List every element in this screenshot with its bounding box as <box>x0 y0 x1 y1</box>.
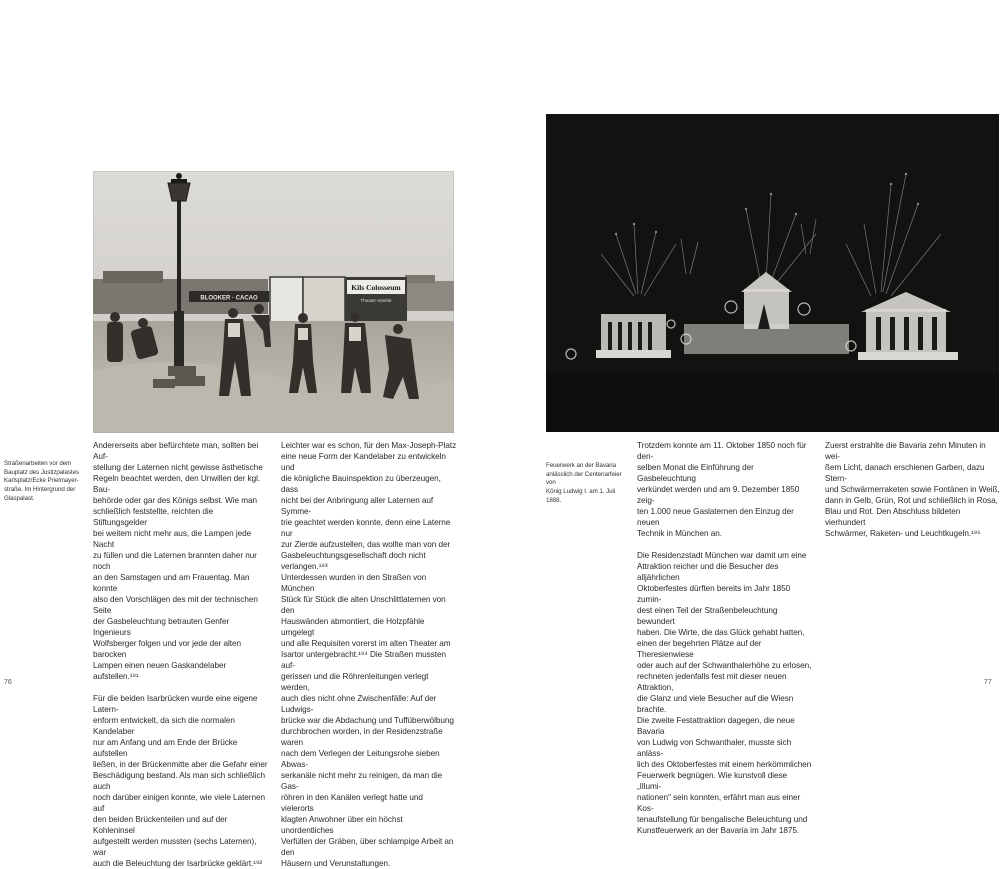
right-photo-caption: Feuerwerk an der Bavaria anlässlich der Centenarfeier von König Ludwig I. am 1. Juli 1888. <box>546 462 622 504</box>
right-column-1 <box>637 440 813 836</box>
fireworks-photo <box>546 114 999 432</box>
page-number-right: 77 <box>984 679 992 686</box>
paragraph: Trotzdem konnte am 11. Oktober 1850 noch für den- selben Monat die Einführung der Gasbeleuchtung verkündet werden und am 9. Dezember 1850 zeig- ten 1.000 neue Gaslaternen den Einzug der neuen Technik in München an. <box>637 441 807 538</box>
street-works-photo <box>93 171 454 433</box>
paragraph: Leichter war es schon, für den Max-Joseph-Platz eine neue Form der Kandelaber zu entwickeln und die königliche Bauinspektion zu überzeugen, dass nicht bei der Anbringung aller Laternen auf Symme- trie geachtet werden konnte, denn eine Laterne nur zur Zierde aufzustellen, das wollte man von der Gasbeleuchtungsgesellschaft doch nicht verlangen.¹⁹³ Unterdessen wurden in den Straßen von München Stück für Stück die alten Unschlittlaternen von den Hauswänden abmontiert, die Holzpfähle umgelegt und alle Requisiten vorerst im alten Theater am Isartor untergebracht.¹⁹⁴ Die Straßen mussten auf- gerissen und die Röhrenleitungen verlegt werden, auch dies nicht ohne Zwischenfälle: Auf der Ludwigs- brücke war die Abdachung und Tuffüberwölbung durchbrochen worden, in der Residenzstraße waren nach dem Verlegen der Leitungsrohe sieben Abwas- serkanäle nicht mehr zu reinigen, da man die Gas- röhren in den Kanälen verlegt hatte und vielerorts klagten Anwohner über ein höchst unordentliches Verfüllen der Gräben, über schlampige Arbeit an den Häusern und Verunstaltungen. <box>281 441 457 868</box>
paragraph: Andererseits aber befürchtete man, sollten bei Auf- stellung der Laternen nicht gewisse ästhetische Regeln beachtet werden, den Unwillen der kgl. Bau- behörde oder gar des Königs selbst. Wie man schließlich feststellte, reichten die Stiftungsgelder bei weitem nicht mehr aus, die Lampen jede Nacht zu füllen und die Laternen brannten daher nur noch an den Samstagen und am Frauentag. Man konnte also den Vorschlägen des mit der technischen Seite der Gasbeleuchtung betrauten Genfer Ingenieurs Wolfsberger folgen und vor jede der alten barocken Lampen einen neuen Gaskandelaber aufstellen.¹⁹¹ <box>93 441 263 681</box>
left-column-2 <box>281 440 457 869</box>
sign-cacao: BLOOKER · CACAO <box>200 295 258 302</box>
right-page <box>500 0 1000 835</box>
sign-colosseum: Kils Colosseum <box>351 283 401 292</box>
sign-colosseum-sub: Theater-Variété <box>360 298 392 303</box>
left-page <box>0 0 500 868</box>
left-photo-caption: Straßenarbeiten vor dem Bauplatz des Justizpalastes Karlsplatz/Ecke Prielmayer- straße. Im Hintergrund der Glaspalast. <box>4 460 80 502</box>
page-number-left: 76 <box>4 679 12 686</box>
paragraph: Die Residenzstadt München war damit um eine Attraktion reicher und die Besucher des alljährlichen Oktoberfestes dürften bereits im Jahr 1850 zumin- dest einen Teil der Straßenbeleuchtung bewundert haben. Die Wirte, die das Glück gehabt hatten, einen der begehrten Plätze auf der Theresienwiese oder auch auf der Schwanthalerhöhe zu erlosen, rechneten jedenfalls fest mit dieser neuen Attraktion, die Glanz und viele Besucher auf die Wiesn brachte. Die zweite Festattraktion dagegen, die neue Bavaria von Ludwig von Schwanthaler, musste sich anläss- lich des Oktoberfestes mit einem herkömmlichen Feuerwerk begnügen. Wie kunstvoll diese „Illumi- nationen" sein konnten, erfährt man aus einer Kos- tenaufstellung für bengalische Beleuchtung und Kunstfeuerwerk an der Bavaria im Jahr 1875. <box>637 551 812 835</box>
paragraph: Zuerst erstrahlte die Bavaria zehn Minuten in wei- ßem Licht, danach erschienen Garben, dazu Stern- und Schwärmerraketen sowie Fontänen in Weiß, dann in Gelb, Grün, Rot und schließlich in Rosa, Blau und Rot. Den Abschluss bildeten vierhundert Schwärmer, Raketen- und Leuchtkugeln.¹⁹⁵ <box>825 441 1000 538</box>
left-column-1 <box>93 440 269 869</box>
paragraph: Für die beiden Isarbrücken wurde eine eigene Latern- enform entwickelt, da sich die normalen Kandelaber nur am Anfang und am Ende der Brücke aufstellen ließen, in der Brückenmitte aber die Gefahr einer Beschädigung bestand. Als man sich schließlich auch noch darüber einigen konnte, wie viele Laternen auf den beiden Brückenteilen und auf der Kohleninsel aufgestellt werden mussten (sechs Laternen), war auch die Beleuchtung der Isarbrücke geklärt.¹⁹² <box>93 694 268 868</box>
right-column-2 <box>825 440 1000 539</box>
